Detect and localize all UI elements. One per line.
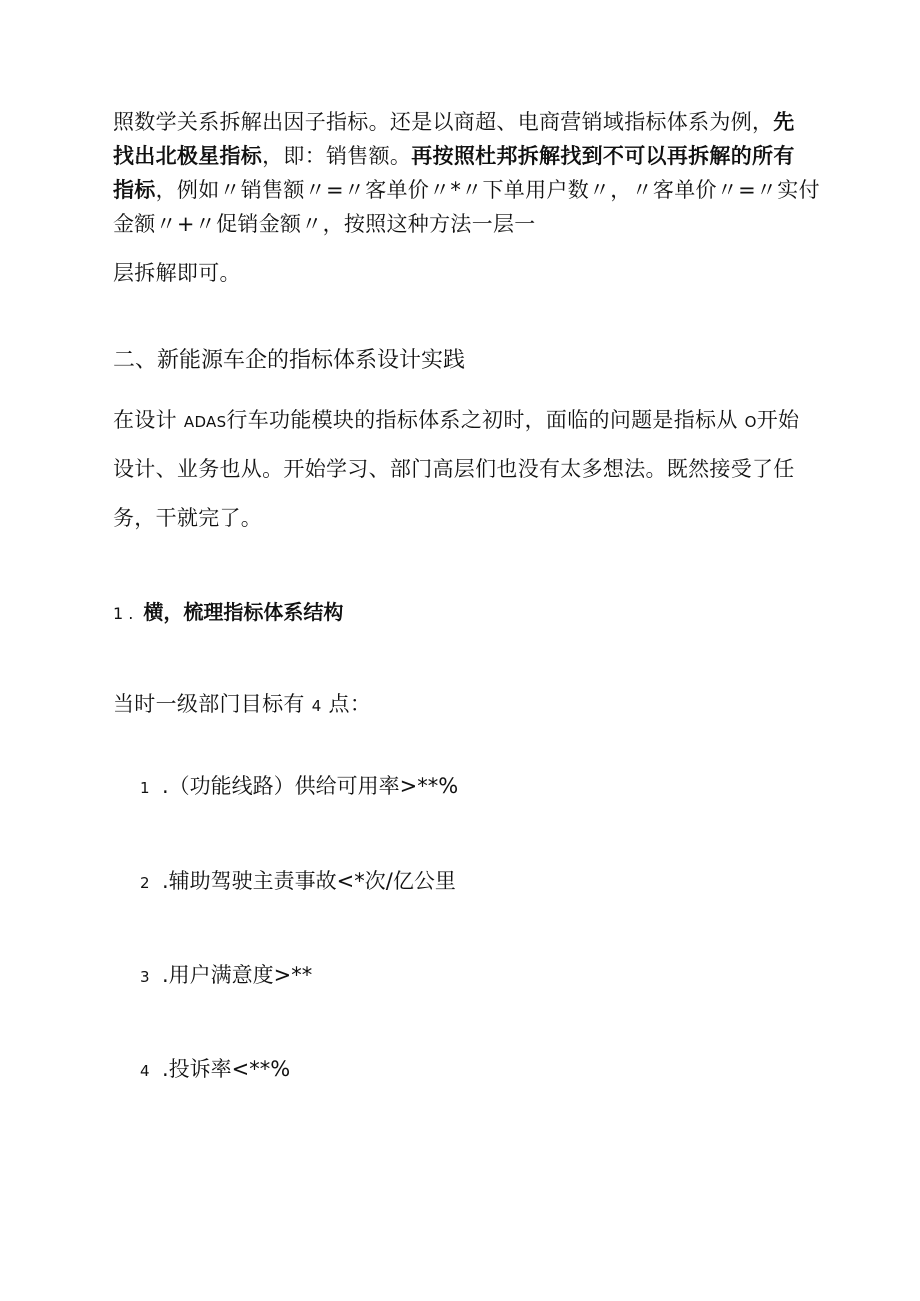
text-run: 金额〃+〃促销金额〃，按照这种方法一层一 [113,212,536,236]
bold-text-run: 指标 [113,178,156,202]
list-item-number: 2 [140,874,150,892]
list-item-text: .投诉率<**% [162,1057,291,1081]
list-item [140,961,312,991]
text-run: 当时一级部门目标有 [113,692,305,716]
paragraph-line [113,108,795,136]
text-run: ADAS [183,413,227,431]
text-run: 点： [328,692,372,716]
paragraph-line [113,210,536,238]
text-run: 务，干就完了。 [113,506,263,530]
list-item-text: .辅助驾驶主责事故<*次/亿公里 [162,869,456,893]
paragraph-line [113,406,799,436]
text-run: ，例如〃销售额〃=〃客单价〃*〃下单用户数〃，〃客单价〃=〃实付 [155,178,820,202]
paragraph-line [113,690,371,720]
subsection-heading [113,598,343,628]
text-run: 照数学关系拆解出因子指标。还是以商超、电商营销域指标体系为例， [113,110,774,134]
bold-text-run: 找出北极星指标 [113,144,263,168]
list-item [140,772,458,802]
bold-text-run: 先 [773,110,795,134]
bold-text-run: 再按照杜邦拆解找到不可以再拆解的所有 [411,144,795,168]
list-item-number: 1 [140,779,150,797]
text-run: ，即：销售额。 [262,144,412,168]
paragraph-line [113,142,795,170]
text-run: 行车功能模块的指标体系之初时，面临的问题是指标从 [226,408,738,432]
text-run: 4 [311,697,322,715]
text-run: O [744,413,757,431]
paragraph-line [113,504,262,532]
text-run: 设计、业务也从。开始学习、部门高层们也没有太多想法。既然接受了任 [113,457,795,481]
subsection-number: 1 . [113,604,134,623]
paragraph-line [113,176,820,204]
paragraph-line [113,455,795,483]
text-run: 层拆解即可。 [113,261,241,285]
list-item [140,867,456,897]
list-item-text: .（功能线路）供给可用率>**% [162,774,459,798]
section-heading: 二、新能源车企的指标体系设计实践 [113,348,466,373]
subsection-title: 横，梳理指标体系结构 [143,600,344,624]
paragraph-line [113,259,241,287]
text-run: 开始 [756,408,800,432]
list-item-text: .用户满意度>** [162,963,313,987]
list-item-number: 4 [140,1062,150,1080]
list-item-number: 3 [140,968,150,986]
list-item [140,1055,290,1085]
text-run: 在设计 [113,408,177,432]
